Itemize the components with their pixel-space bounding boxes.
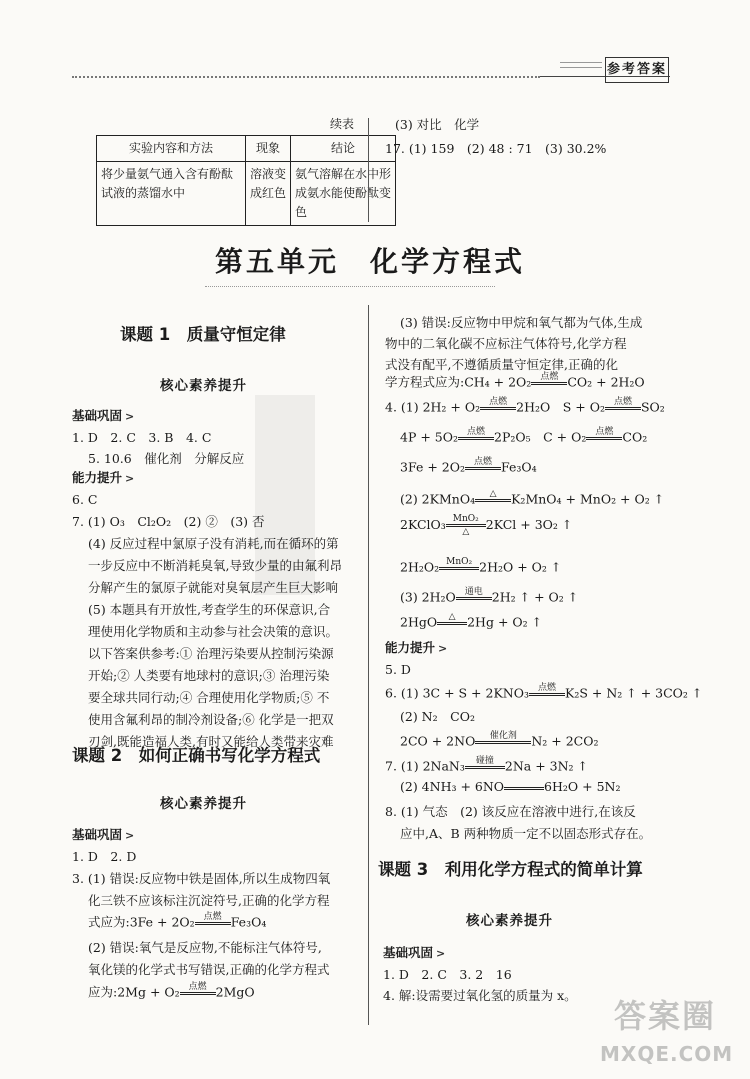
equation-right: Fe₃O₄ (230, 914, 267, 930)
equation-right: 2H₂ ↑ + O₂ ↑ (491, 589, 579, 605)
equation-left: 2H₂O₂ (400, 559, 440, 575)
reaction-condition: 点燃 (595, 427, 614, 437)
reaction-condition: 催化剂 (489, 731, 517, 741)
reaction-condition: 点燃 (466, 427, 485, 437)
header-dotted-rule (72, 76, 540, 78)
subsection-label: 基础巩固 > (383, 945, 446, 960)
answer-line: 1. D 2. C 3. 2 16 (383, 967, 512, 982)
answer-line: (2) 错误:氧气是反应物,不能标注气体符号, (88, 940, 322, 955)
table-header-cell: 实验内容和方法 (97, 136, 246, 162)
equation-line (400, 612, 542, 629)
table-header-row (97, 136, 396, 162)
answer-line: 6. C (72, 492, 98, 507)
section-title: 核心素养提升 (160, 796, 247, 812)
answer-line: 要全球共同行动;④ 合理使用化学物质;⑤ 不 (88, 690, 330, 705)
table-header-cell: 现象 (246, 136, 291, 162)
reaction-arrow (446, 514, 486, 537)
answer-line: 17. (1) 159 (2) 48 : 71 (3) 30.2% (385, 141, 607, 156)
reaction-arrow (475, 489, 511, 506)
reaction-condition: 点燃 (473, 457, 492, 467)
equation-left: 3Fe + 2O₂ (400, 459, 465, 475)
equation-line (400, 587, 578, 604)
reaction-condition: 点燃 (203, 912, 222, 922)
section-title: 核心素养提升 (466, 913, 553, 929)
reaction-arrow (195, 912, 231, 929)
equation-middle: 2P₂O₅ C + O₂ (494, 429, 587, 445)
answer-line: 化三铁不应该标注沉淀符号,正确的化学方程 (88, 893, 330, 908)
reaction-arrow (605, 397, 641, 414)
answer-line: 5. 10.6 催化剂 分解反应 (88, 451, 245, 466)
column-divider (368, 305, 369, 1025)
equation-line (385, 683, 702, 700)
equation-left: 2KClO₃ (400, 517, 446, 532)
equation-line (400, 781, 620, 794)
answer-line: 分解产生的氯原子就能对臭氧层产生巨大影响 (88, 580, 339, 595)
equation-right: N₂ + 2CO₂ (531, 733, 599, 749)
watermark-url: MXQE.COM (600, 1042, 734, 1066)
answer-line: (4) 反应过程中氯原子没有消耗,而在循环的第 (88, 536, 339, 551)
watermark-text: 答案圈 (614, 997, 717, 1035)
reaction-condition: MnO₂ (452, 514, 479, 524)
answer-line: 8. (1) 气态 (2) 该反应在溶液中进行,在该反 (385, 804, 636, 819)
equation-line (385, 756, 588, 773)
equation-left: (2) 2KMnO₄ (400, 491, 476, 507)
subsection-label: 基础巩固 > (72, 827, 135, 842)
answer-line: 氧化镁的化学式书写错误,正确的化学方程式 (88, 962, 330, 977)
watermark-logo (600, 997, 740, 1072)
reaction-arrow (531, 372, 567, 389)
section-title: 核心素养提升 (160, 378, 247, 394)
equation-line (400, 427, 647, 444)
reaction-condition: 碰撞 (475, 756, 494, 766)
answer-line: 应中,A、B 两种物质一定不以固态形式存在。 (400, 826, 652, 841)
reaction-condition: 点燃 (613, 397, 632, 407)
equation-left: 7. (1) 2NaN₃ (385, 758, 465, 774)
answer-line: 3. (1) 错误:反应物中铁是固体,所以生成物四氧 (72, 871, 331, 886)
table-cell: 将少量氨气通入含有酚酞试液的蒸馏水中 (97, 162, 246, 226)
header-decoration (560, 62, 602, 68)
reaction-arrow (465, 756, 505, 773)
equation-left: 学方程式应为:CH₄ + 2O₂ (385, 374, 532, 390)
reaction-condition: △ (462, 527, 470, 537)
reaction-arrow (529, 683, 565, 700)
equation-left: 6. (1) 3C + S + 2KNO₃ (385, 685, 529, 701)
answer-line: 1. D 2. C 3. B 4. C (72, 430, 212, 445)
reaction-condition: 点燃 (489, 397, 508, 407)
subsection-label: 能力提升 > (72, 470, 135, 485)
equation-line (400, 457, 537, 474)
chevron-right-icon: > (125, 472, 135, 485)
subsection-label: 能力提升 > (385, 640, 448, 655)
equation-right: K₂MnO₄ + MnO₂ + O₂ ↑ (511, 491, 665, 507)
equation-left: 式应为:3Fe + 2O₂ (88, 914, 195, 930)
equation-right: Fe₃O₄ (500, 459, 537, 475)
reaction-condition: 点燃 (188, 982, 207, 992)
equation-right: 2H₂O + O₂ ↑ (479, 559, 562, 575)
reaction-condition: 点燃 (540, 372, 559, 382)
equation-right: CO₂ + 2H₂O (567, 374, 645, 390)
chevron-right-icon: > (125, 410, 135, 423)
equation-line (400, 557, 561, 574)
equation-left: (3) 2H₂O (400, 589, 456, 605)
equation-right: CO₂ (622, 429, 648, 445)
reaction-condition: △ (448, 612, 456, 622)
answer-line: 开始;② 人类要有地球村的意识;③ 治理污染 (88, 668, 330, 683)
reaction-arrow (465, 457, 501, 474)
reaction-condition: 点燃 (537, 683, 556, 693)
table-row (97, 162, 396, 226)
answer-line: (5) 本题具有开放性,考查学生的环保意识,合 (88, 602, 331, 617)
equation-line (385, 397, 665, 414)
reaction-condition: △ (489, 489, 497, 499)
equation-right: 2Na + 3N₂ ↑ (504, 758, 588, 774)
equation-left: 应为:2Mg + O₂ (88, 984, 180, 1000)
column-divider (368, 118, 369, 222)
experiment-table (96, 135, 396, 226)
answer-line: 使用含氟利昂的制冷剂设备;⑥ 化学是一把双 (88, 712, 334, 727)
equation-line (400, 731, 598, 748)
answer-line: 理使用化学物质和主动参与社会决策的意识。 (88, 624, 339, 639)
equation-right: 2KCl + 3O₂ ↑ (485, 517, 573, 532)
answer-line: 5. D (385, 662, 411, 677)
unit-title: 第五单元 化学方程式 (215, 245, 526, 278)
reaction-condition: MnO₂ (446, 557, 473, 567)
reaction-arrow (475, 731, 531, 748)
unit-title-rule (205, 286, 495, 287)
table-header-cell: 结论 (291, 136, 396, 162)
answer-line: 物中的二氧化碳不应标注气体符号,化学方程 (385, 336, 627, 351)
equation-right: 2Hg + O₂ ↑ (467, 614, 543, 630)
table-cell: 溶液变成红色 (246, 162, 291, 226)
answer-line: 式没有配平,不遵循质量守恒定律,正确的化 (385, 357, 618, 372)
answer-line: 以下答案供参考:① 治理污染要从控制污染源 (88, 646, 334, 661)
equation-right: SO₂ (640, 399, 665, 415)
lesson-title: 课题 3 利用化学方程式的简单计算 (378, 860, 643, 879)
chevron-right-icon: > (436, 947, 446, 960)
equation-line (400, 514, 572, 537)
subsection-label: 基础巩固 > (72, 408, 135, 423)
lesson-title: 课题 1 质量守恒定律 (120, 325, 286, 344)
chevron-right-icon: > (438, 642, 448, 655)
lesson-title: 课题 2 如何正确书写化学方程式 (72, 746, 321, 765)
reaction-condition: 通电 (464, 587, 483, 597)
equation-line (385, 372, 645, 389)
reaction-arrow (437, 612, 467, 629)
answer-line: 一步反应中不断消耗臭氧,导致少量的由氟利昂 (88, 558, 342, 573)
equation-right: 2MgO (215, 984, 255, 1000)
answer-line: 7. (1) O₃ Cl₂O₂ (2) ② (3) 否 (72, 514, 265, 529)
equation-left: 4P + 5O₂ (400, 429, 458, 445)
header-label: 参考答案 (605, 57, 669, 83)
reaction-arrow (180, 982, 216, 999)
equation-line (88, 982, 255, 999)
equation-middle: 2H₂O S + O₂ (516, 399, 605, 415)
reaction-arrow (586, 427, 622, 444)
answer-line: (2) N₂ CO₂ (400, 709, 475, 724)
equation-right: 6H₂O + 5N₂ (544, 779, 621, 794)
table-continued-note: 续表 (330, 117, 355, 131)
answer-line: (3) 对比 化学 (395, 117, 480, 132)
equation-left: (2) 4NH₃ + 6NO (400, 779, 505, 794)
reaction-arrow (439, 557, 479, 574)
equation-left: 2CO + 2NO (400, 733, 476, 749)
answer-line: 4. 解:设需要过氧化氢的质量为 x。 (383, 988, 577, 1003)
reaction-arrow (504, 787, 544, 794)
equation-line (88, 912, 266, 929)
chevron-right-icon: > (125, 829, 135, 842)
equation-line (400, 489, 664, 506)
table-cell: 氨气溶解在水中形成氨水能使酚酞变色 (291, 162, 396, 226)
answer-line: (3) 错误:反应物中甲烷和氧气都为气体,生成 (400, 315, 643, 330)
reaction-arrow (456, 587, 492, 604)
equation-left: 4. (1) 2H₂ + O₂ (385, 399, 481, 415)
equation-right: K₂S + N₂ ↑ + 3CO₂ ↑ (565, 685, 703, 701)
reaction-arrow (480, 397, 516, 414)
answer-line: 刃剑,既能造福人类,有时又能给人类带来灾难 (88, 734, 334, 749)
equation-left: 2HgO (400, 614, 438, 630)
reaction-arrow (458, 427, 494, 444)
answer-line: 1. D 2. D (72, 849, 137, 864)
